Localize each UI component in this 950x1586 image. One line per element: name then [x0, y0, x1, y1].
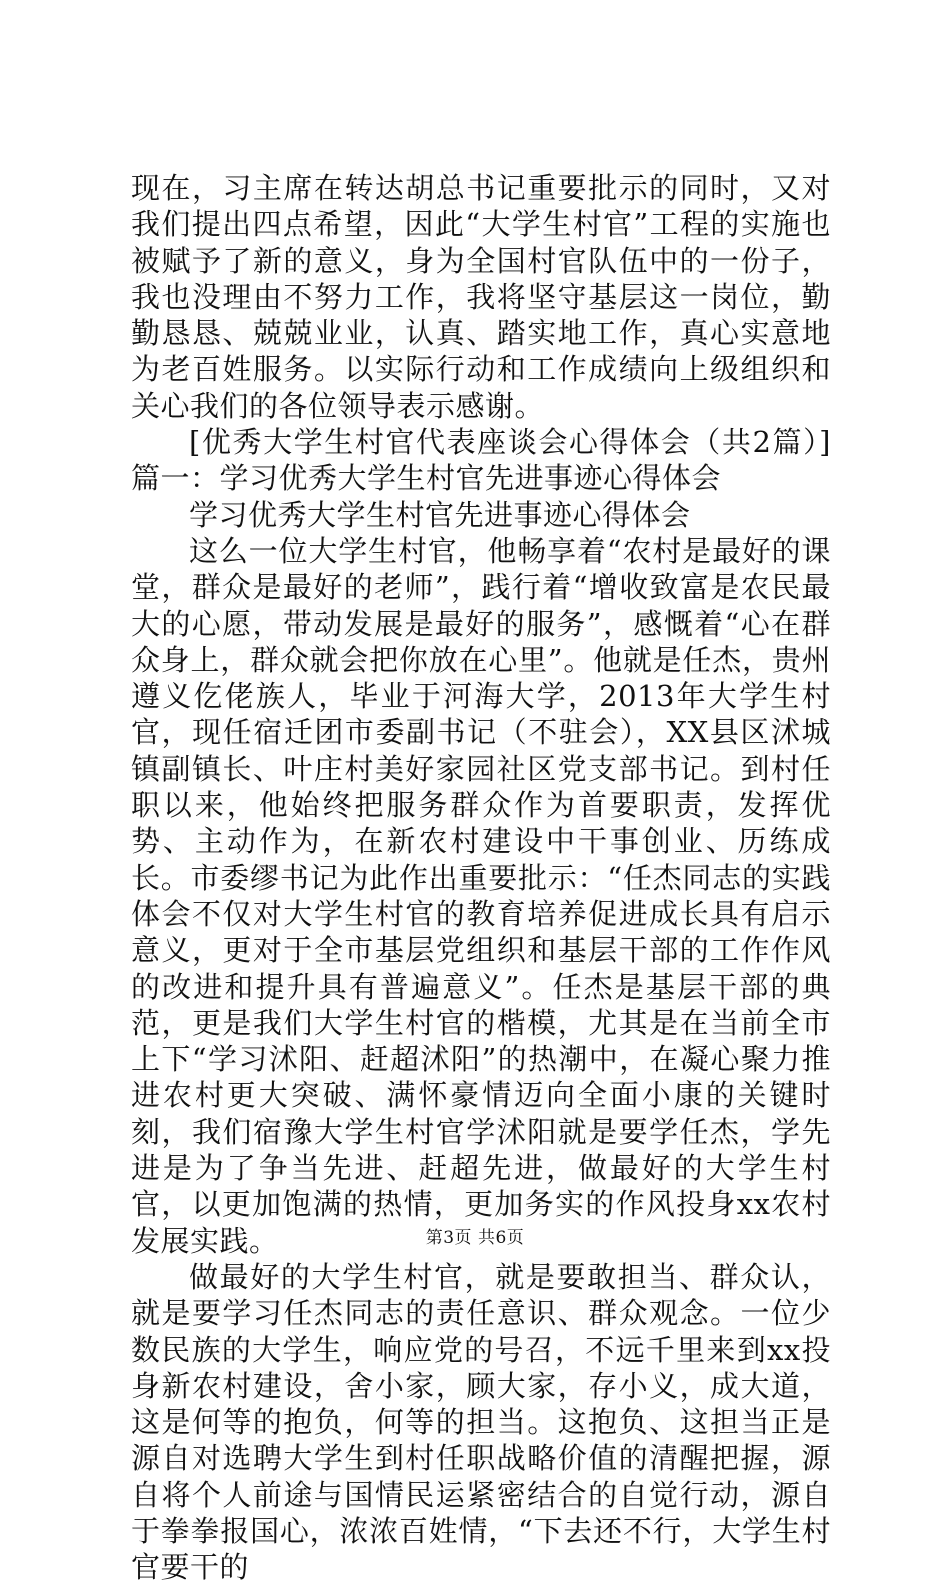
paragraph-closing: 现在，习主席在转达胡总书记重要批示的同时，又对我们提出四点希望，因此“大学生村官”工程的实施也被赋予了新的意义，身为全国村官队伍中的一份子，我也没理由不努力工作，我将坚守基层这一岗位，勤勤恳恳、兢兢业业，认真、踏实地工作，真心实意地为老百姓服务。以实际行动和工作成绩向上级组织和关心我们的各位领导表示感谢。 — [131, 171, 831, 423]
page-footer: 第3页 共6页 — [425, 1228, 525, 1248]
document-body — [131, 170, 831, 1586]
paragraph-responsibility: 做最好的大学生村官，就是要敢担当、群众认，就是要学习任杰同志的责任意识、群众观念。一位少数民族的大学生，响应党的号召，不远千里来到xx投身新农村建设，舍小家，顾大家，存小义，成大道，这是何等的抱负，何等的担当。这抱负、这担当正是源自对选聘大学生到村任职战略价值的清醒把握，源自将个人前途与国情民运紧密结合的自觉行动，源自于拳拳报国心，浓浓百姓情，“下去还不行，大学生村官要干的 — [131, 1259, 831, 1585]
paragraph-introduction: 这么一位大学生村官，他畅享着“农村是最好的课堂，群众是最好的老师”，践行着“增收致富是农民最大的心愿，带动发展是最好的服务”，感慨着“心在群众身上，群众就会把你放在心里”。他就是任杰，贵州遵义仡佬族人，毕业于河海大学，2013年大学生村官，现任宿迁团市委副书记（不驻会），XX县区沭城镇副镇长、叶庄村美好家园社区党支部书记。到村任职以来，他始终把服务群众作为首要职责，发挥优势、主动作为，在新农村建设中干事创业、历练成长。市委缪书记为此作出重要批示：“任杰同志的实践体会不仅对大学生村官的教育培养促进成长具有启示意义，更对于全市基层党组织和基层干部的工作作风的改进和提升具有普遍意义”。任杰是基层干部的典范，更是我们大学生村官的楷模，尤其是在当前全市上下“学习沭阳、赶超沭阳”的热潮中，在凝心聚力推进农村更大突破、满怀豪情迈向全面小康的关键时刻，我们宿豫大学生村官学沭阳就是要学任杰，学先进是为了争当先进、赶超先进，做最好的大学生村官，以更加饱满的热情，更加务实的作风投身xx农村发展实践。 — [131, 533, 831, 1258]
paragraph-article-heading: [优秀大学生村官代表座谈会心得体会（共2篇）]篇一：学习优秀大学生村官先进事迹心得体会 — [131, 425, 831, 496]
paragraph-article-title: 学习优秀大学生村官先进事迹心得体会 — [189, 497, 691, 532]
